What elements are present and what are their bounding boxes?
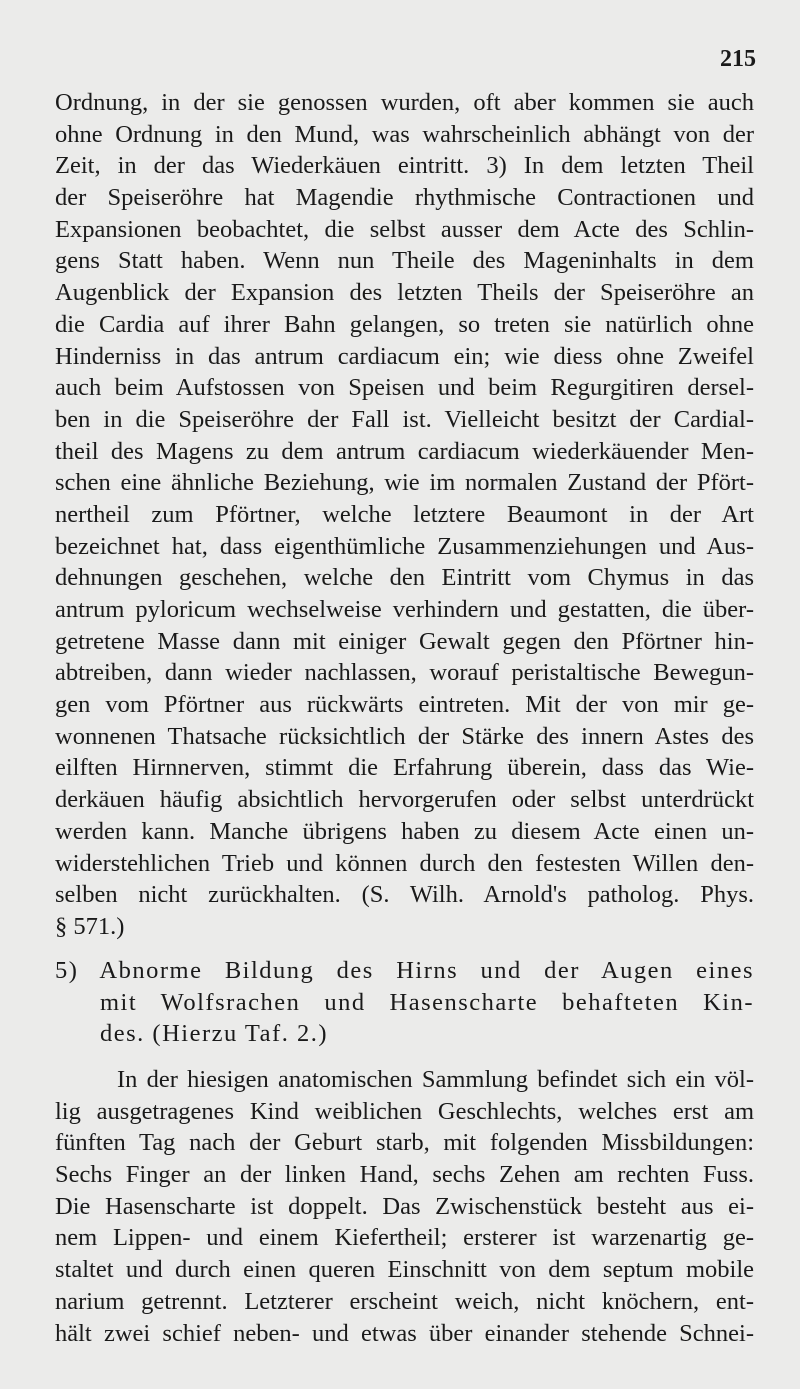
text-line: gens Statt haben. Wenn nun Theile des Mageninhalts in dem	[55, 247, 754, 275]
text-line: die Cardia auf ihrer Bahn gelangen, so treten sie natürlich ohne	[55, 310, 754, 338]
heading-line: 5) Abnorme Bildung des Hirns und der Augen eines	[55, 957, 754, 984]
text-line: § 571.)	[55, 912, 125, 940]
text-line: narium getrennt. Letzterer erscheint weich, nicht knöchern, ent-	[55, 1287, 754, 1315]
text-line: selben nicht zurückhalten. (S. Wilh. Arnold's patholog. Phys.	[55, 881, 754, 909]
text-line: fünften Tag nach der Geburt starb, mit folgenden Missbildungen:	[55, 1129, 754, 1157]
text-line: bezeichnet hat, dass eigenthümliche Zusammenziehungen und Aus-	[55, 532, 754, 560]
text-line: Zeit, in der das Wiederkäuen eintritt. 3) In dem letzten Theil	[55, 152, 754, 180]
text-line: lig ausgetragenes Kind weiblichen Geschlechts, welches erst am	[55, 1097, 754, 1125]
text-line: dehnungen geschehen, welche den Eintritt vom Chymus in das	[55, 564, 754, 592]
text-line: auch beim Aufstossen von Speisen und beim Regurgitiren dersel-	[55, 374, 754, 402]
text-line: Augenblick der Expansion des letzten Theils der Speiseröhre an	[55, 279, 754, 307]
text-line: derkäuen häufig absichtlich hervorgerufen oder selbst unterdrückt	[55, 786, 754, 814]
text-line: Hinderniss in das antrum cardiacum ein; wie diess ohne Zweifel	[55, 342, 754, 370]
text-line: abtreiben, dann wieder nachlassen, worauf peristaltische Bewegun-	[55, 659, 754, 687]
text-line: nem Lippen- und einem Kiefertheil; ersterer ist warzenartig ge-	[55, 1224, 754, 1252]
paragraph-body	[55, 1064, 754, 1349]
text-line: der Speiseröhre hat Magendie rhythmische Contractionen und	[55, 184, 754, 212]
text-line: getretene Masse dann mit einiger Gewalt gegen den Pförtner hin-	[55, 627, 754, 655]
text-line: Expansionen beobachtet, die selbst ausser dem Acte des Schlin-	[55, 215, 754, 243]
text-line: Sechs Finger an der linken Hand, sechs Zehen am rechten Fuss.	[55, 1161, 754, 1189]
text-line: staltet und durch einen queren Einschnitt von dem septum mobile	[55, 1256, 754, 1284]
text-line: nertheil zum Pförtner, welche letztere Beaumont in der Art	[55, 500, 754, 528]
text-line: In der hiesigen anatomischen Sammlung befindet sich ein völ-	[117, 1066, 754, 1093]
heading-line: mit Wolfsrachen und Hasenscharte behafteten Kin-	[100, 988, 754, 1016]
text-line: werden kann. Manche übrigens haben zu diesem Acte einen un-	[55, 817, 754, 845]
text-line: wonnenen Thatsache rücksichtlich der Stärke des innern Astes des	[55, 722, 754, 750]
heading-line: des. (Hierzu Taf. 2.)	[100, 1020, 328, 1048]
text-line: gen vom Pförtner aus rückwärts eintreten. Mit der von mir ge-	[55, 691, 754, 719]
text-line: ohne Ordnung in den Mund, was wahrscheinlich abhängt von der	[55, 120, 754, 148]
paragraph-continuation	[55, 87, 754, 943]
text-line: schen eine ähnliche Beziehung, wie im normalen Zustand der Pfört-	[55, 469, 754, 497]
text-line: eilften Hirnnerven, stimmt die Erfahrung überein, dass das Wie-	[55, 754, 754, 782]
text-line: Ordnung, in der sie genossen wurden, oft aber kommen sie auch	[55, 89, 754, 116]
text-line: antrum pyloricum wechselweise verhindern und gestatten, die über-	[55, 596, 754, 623]
text-line: widerstehlichen Trieb und können durch den festesten Willen den-	[55, 849, 754, 877]
page-number: 215	[720, 46, 756, 72]
section-heading	[55, 955, 754, 1050]
text-line: hält zwei schief neben- und etwas über einander stehende Schnei-	[55, 1319, 754, 1347]
text-line: Die Hasenscharte ist doppelt. Das Zwischenstück besteht aus ei-	[55, 1192, 754, 1220]
text-line: ben in die Speiseröhre der Fall ist. Vielleicht besitzt der Cardial-	[55, 405, 754, 433]
text-line: theil des Magens zu dem antrum cardiacum wiederkäuender Men-	[55, 437, 754, 465]
